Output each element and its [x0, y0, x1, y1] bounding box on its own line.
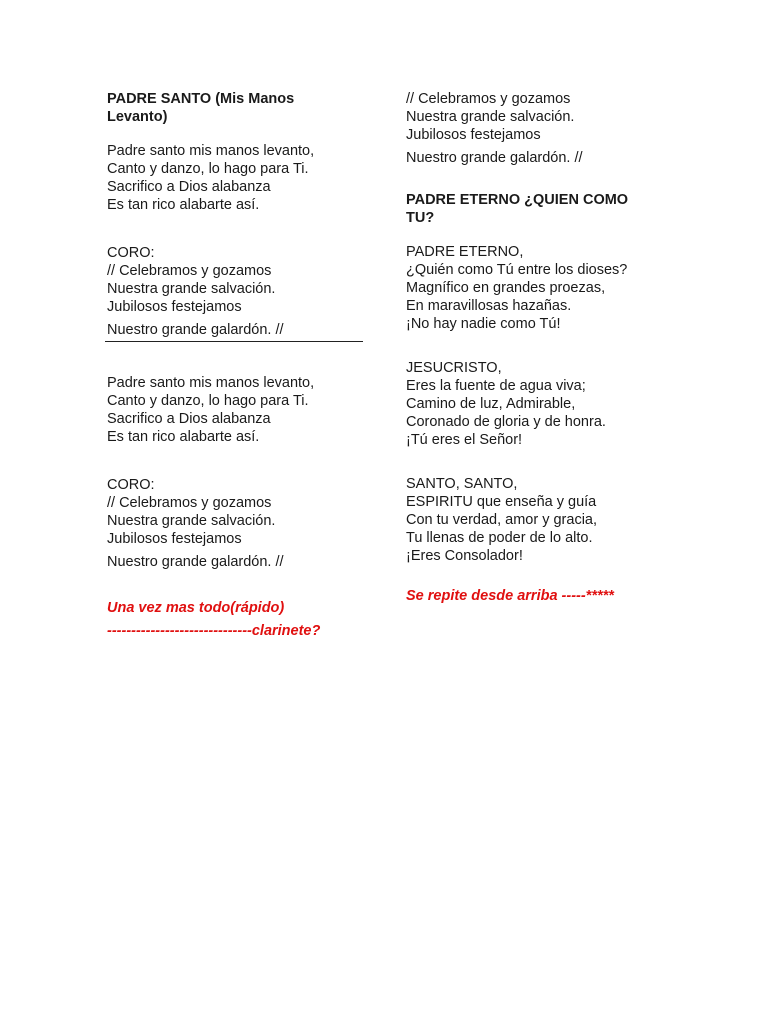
song-title-padre-eterno: PADRE ETERNO ¿QUIEN COMO TU? — [406, 192, 629, 226]
performance-note-left: Una vez mas todo(rápido) ------------------------------clarinete? — [107, 600, 321, 639]
chorus-1: CORO: // Celebramos y gozamos Nuestra grande salvación. Jubilosos festejamos — [107, 245, 276, 315]
verse-2: Padre santo mis manos levanto, Canto y danzo, lo hago para Ti. Sacrifico a Dios alabanza Es tan rico alabarte así. — [107, 375, 315, 445]
verse-1: Padre santo mis manos levanto, Canto y danzo, lo hago para Ti. Sacrifico a Dios alabanza Es tan rico alabarte así. — [107, 143, 315, 213]
stanza-padre-eterno: PADRE ETERNO, ¿Quién como Tú entre los dioses? Magnífico en grandes proezas, En maravillosas hazañas. ¡No hay nadie como Tú! — [406, 244, 628, 332]
left-column — [107, 90, 369, 643]
song-title-padre-santo: PADRE SANTO (Mis Manos Levanto) — [107, 91, 295, 125]
chorus-2: CORO: // Celebramos y gozamos Nuestra grande salvación. Jubilosos festejamos — [107, 477, 276, 547]
divider-line — [105, 341, 363, 342]
right-column — [406, 90, 666, 608]
chorus-continued-end: Nuestro grande galardón. // — [406, 150, 583, 166]
stanza-jesucristo: JESUCRISTO, Eres la fuente de agua viva; Camino de luz, Admirable, Coronado de gloria y de honra. ¡Tú eres el Señor! — [406, 360, 606, 448]
stanza-espiritu: SANTO, SANTO, ESPIRITU que enseña y guía Con tu verdad, amor y gracia, Tu llenas de poder de lo alto. ¡Eres Consolador! — [406, 476, 598, 564]
chorus-1-end: Nuestro grande galardón. // — [107, 322, 284, 338]
chorus-continued: // Celebramos y gozamos Nuestra grande salvación. Jubilosos festejamos — [406, 91, 575, 143]
chorus-2-end: Nuestro grande galardón. // — [107, 554, 284, 570]
performance-note-right: Se repite desde arriba -----***** — [406, 588, 614, 604]
